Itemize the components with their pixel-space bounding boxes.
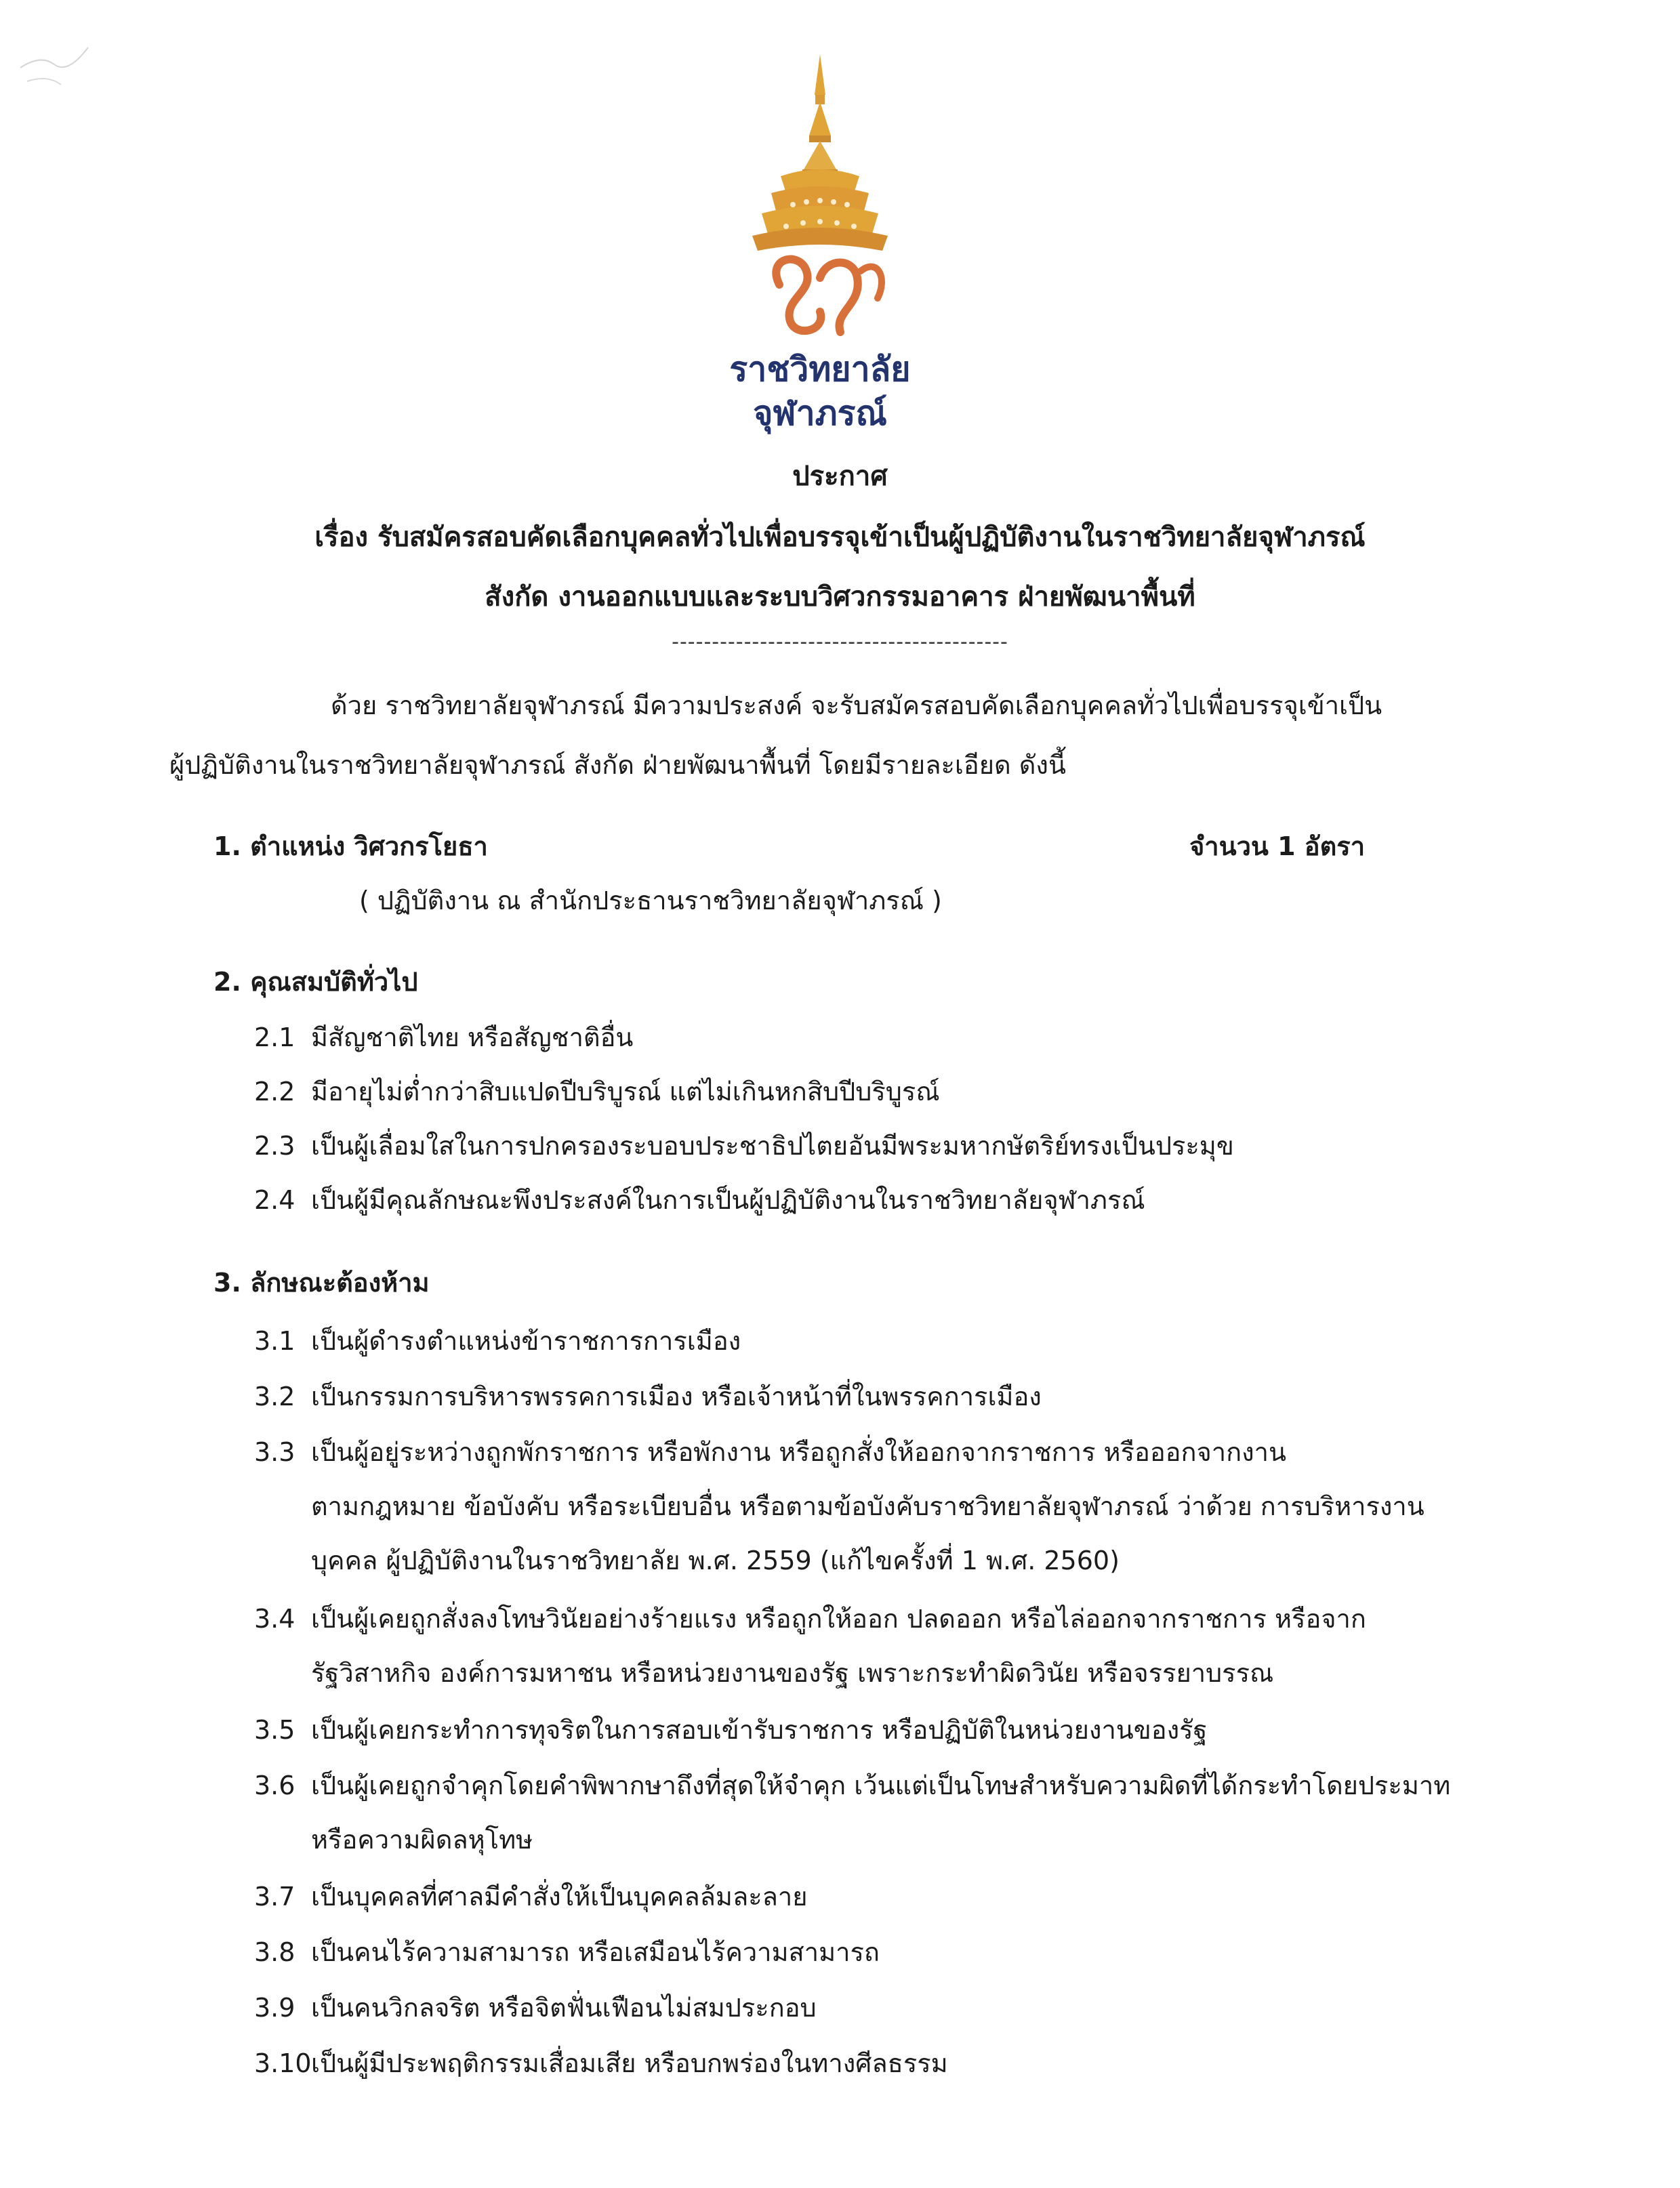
list-item-continuation: หรือความผิดลหุโทษ: [311, 1825, 533, 1855]
list-item: 3.7 เป็นบุคคลที่ศาลมีคำสั่งให้เป็นบุคคลล้มละลาย: [254, 1882, 808, 1912]
announcement-title: ประกาศ: [792, 461, 888, 492]
list-item: 3.2 เป็นกรรมการบริหารพรรคการเมือง หรือเจ้าหน้าที่ในพรรคการเมือง: [254, 1382, 1042, 1411]
university-name-line2: จุฬาภรณ์: [753, 394, 887, 433]
university-emblem-icon: [739, 54, 901, 339]
list-item: 3.9 เป็นคนวิกลจริต หรือจิตฟั่นเฟือนไม่สมประกอบ: [254, 1993, 817, 2023]
section2-heading: 2. คุณสมบัติทั่วไป: [213, 967, 418, 997]
section3-heading: 3. ลักษณะต้องห้าม: [213, 1268, 430, 1298]
list-item: 2.4 เป็นผู้มีคุณลักษณะพึงประสงค์ในการเป็นผู้ปฏิบัติงานในราชวิทยาลัยจุฬาภรณ์: [254, 1185, 1145, 1215]
list-item: 2.1 มีสัญชาติไทย หรือสัญชาติอื่น: [254, 1023, 634, 1052]
section1-heading: 1. ตำแหน่ง วิศวกรโยธา: [213, 831, 488, 861]
list-item: 2.3 เป็นผู้เลื่อมใสในการปกครองระบอบประชาธิปไตยอันมีพระมหากษัตริย์ทรงเป็นประมุข: [254, 1131, 1234, 1161]
university-name-line1: ราชวิทยาลัย: [729, 350, 911, 389]
list-item: 3.10เป็นผู้มีประพฤติกรรมเสื่อมเสีย หรือบกพร่องในทางศีลธรรม: [254, 2048, 948, 2078]
list-item-continuation: รัฐวิสาหกิจ องค์การมหาชน หรือหน่วยงานของรัฐ เพราะกระทำผิดวินัย หรือจรรยาบรรณ: [311, 1658, 1274, 1688]
list-item-continuation: บุคคล ผู้ปฏิบัติงานในราชวิทยาลัย พ.ศ. 2559 (แก้ไขครั้งที่ 1 พ.ศ. 2560): [311, 1546, 1120, 1575]
section1-quota: จำนวน 1 อัตรา: [1189, 831, 1366, 861]
list-item: 3.6 เป็นผู้เคยถูกจำคุกโดยคำพิพากษาถึงที่สุดให้จำคุก เว้นแต่เป็นโทษสำหรับความผิดที่ได้กระทำโดยประมาท: [254, 1771, 1451, 1800]
divider: ------------------------------------------: [672, 630, 1008, 654]
list-item: 3.1 เป็นผู้ดำรงตำแหน่งข้าราชการการเมือง: [254, 1326, 741, 1356]
list-item-continuation: ตามกฎหมาย ข้อบังคับ หรือระเบียบอื่น หรือตามข้อบังคับราชวิทยาลัยจุฬาภรณ์ ว่าด้วย การบริหารงาน: [311, 1491, 1425, 1521]
list-item: 3.8 เป็นคนไร้ความสามารถ หรือเสมือนไร้ความสามารถ: [254, 1937, 880, 1967]
list-item: 3.3 เป็นผู้อยู่ระหว่างถูกพักราชการ หรือพักงาน หรือถูกสั่งให้ออกจากราชการ หรือออกจากงาน: [254, 1437, 1286, 1467]
subject-line1: เรื่อง รับสมัครสอบคัดเลือกบุคคลทั่วไปเพื่อบรรจุเข้าเป็นผู้ปฏิบัติงานในราชวิทยาลัยจุฬาภรณ์: [314, 522, 1366, 553]
list-item: 3.5 เป็นผู้เคยกระทำการทุจริตในการสอบเข้ารับราชการ หรือปฏิบัติในหน่วยงานของรัฐ: [254, 1715, 1208, 1745]
subject-line2: สังกัด งานออกแบบและระบบวิศวกรรมอาคาร ฝ่ายพัฒนาพื้นที่: [485, 581, 1195, 613]
section1-location: ( ปฏิบัติงาน ณ สำนักประธานราชวิทยาลัยจุฬาภรณ์ ): [359, 886, 942, 915]
list-item: 2.2 มีอายุไม่ต่ำกว่าสิบแปดปีบริบูรณ์ แต่ไม่เกินหกสิบปีบริบูรณ์: [254, 1077, 940, 1107]
intro-line1: ด้วย ราชวิทยาลัยจุฬาภรณ์ มีความประสงค์ จะรับสมัครสอบคัดเลือกบุคคลทั่วไปเพื่อบรรจุเข้าเป็น: [331, 690, 1382, 720]
scan-mark-icon: [14, 27, 95, 95]
list-item: 3.4 เป็นผู้เคยถูกสั่งลงโทษวินัยอย่างร้ายแรง หรือถูกให้ออก ปลดออก หรือไล่ออกจากราชการ หรือจาก: [254, 1604, 1366, 1634]
intro-line2: ผู้ปฏิบัติงานในราชวิทยาลัยจุฬาภรณ์ สังกัด ฝ่ายพัฒนาพื้นที่ โดยมีรายละเอียด ดังนี้: [169, 750, 1066, 780]
